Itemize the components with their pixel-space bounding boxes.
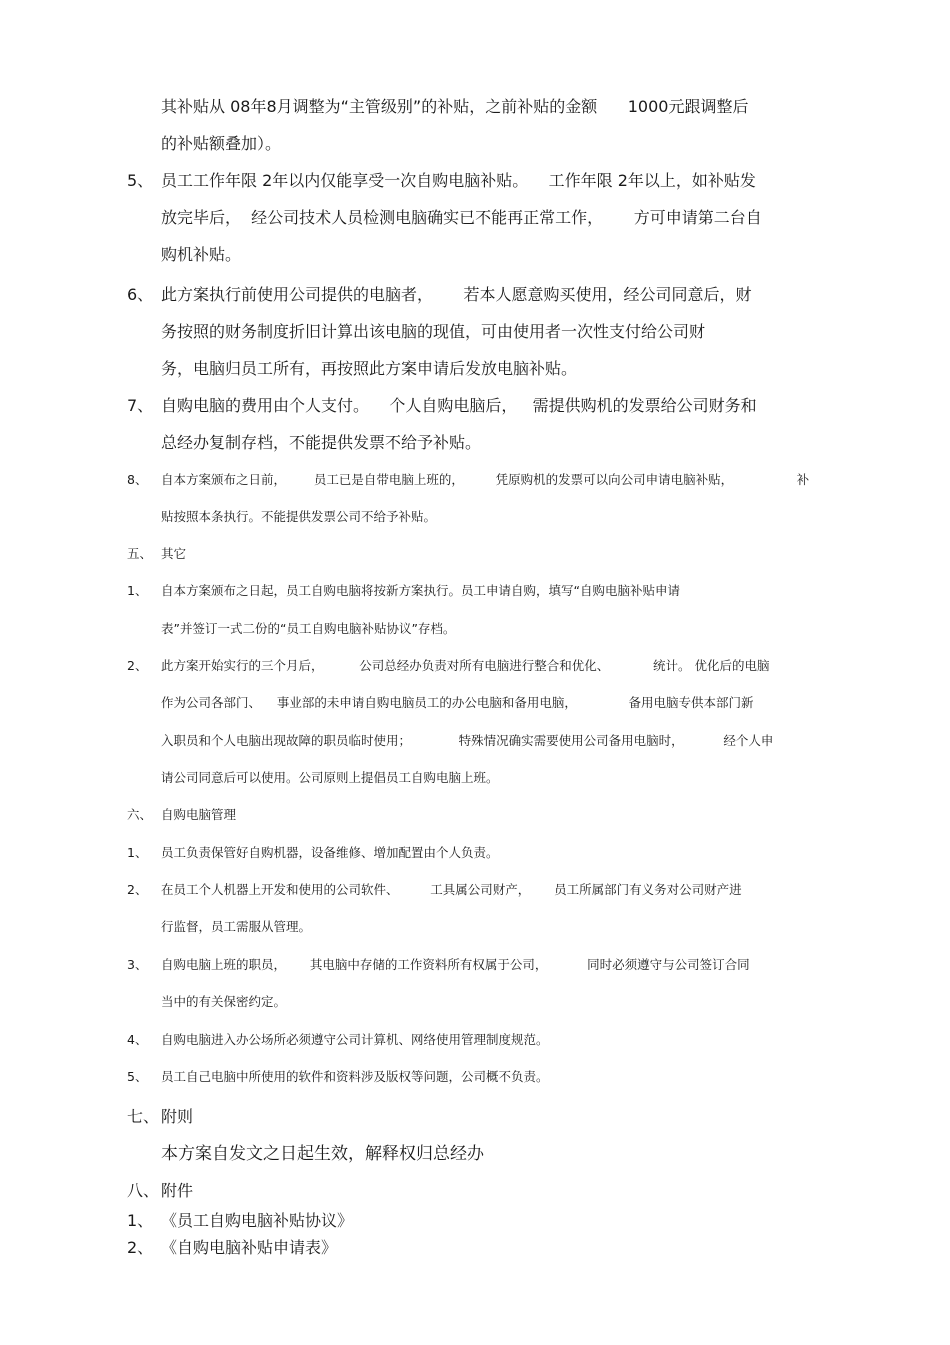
section-title: 其它: [161, 546, 187, 561]
list-number: 2、: [127, 1238, 154, 1257]
paragraph-line: 本方案自发文之日起生效，解释权归总经办: [161, 1144, 484, 1164]
section-number: 八、: [127, 1181, 160, 1200]
paragraph-line: 贴按照本条执行。不能提供发票公司不给予补贴。: [161, 509, 437, 524]
paragraph-line: 放完毕后， 经公司技术人员检测电脑确实已不能再正常工作， 方可申请第二台自: [161, 208, 762, 227]
paragraph-line: 务，电脑归员工所有，再按照此方案申请后发放电脑补贴。: [161, 359, 578, 378]
paragraph-line: 请公司同意后可以使用。公司原则上提倡员工自购电脑上班。: [161, 770, 499, 785]
paragraph-line: 作为公司各部门、 事业部的未申请自购电脑员工的办公电脑和备用电脑， 备用电脑专供本部门新: [161, 695, 754, 710]
paragraph-line: 表”并签订一式二份的“员工自购电脑补贴协议”存档。: [161, 621, 456, 636]
section-title: 附则: [161, 1107, 194, 1126]
section-number: 五、: [127, 546, 153, 561]
list-number: 2、: [127, 882, 148, 897]
attachment-item: 《员工自购电脑补贴协议》: [161, 1211, 354, 1230]
paragraph-line: 自购电脑上班的职员， 其电脑中存储的工作资料所有权属于公司， 同时必须遵守与公司签订合同: [161, 957, 750, 972]
paragraph-line: 自本方案颁布之日前， 员工已是自带电脑上班的， 凭原购机的发票可以向公司申请电脑补贴， 补: [161, 472, 810, 487]
list-number: 5、: [127, 1069, 148, 1084]
list-number: 1、: [127, 845, 148, 860]
paragraph-line: 此方案开始实行的三个月后， 公司总经办负责对所有电脑进行整合和优化、 统计。 优化后的电脑: [161, 658, 770, 673]
list-number: 1、: [127, 583, 148, 598]
paragraph-line: 员工自己电脑中所使用的软件和资料涉及版权等问题，公司概不负责。: [161, 1069, 549, 1084]
list-number: 3、: [127, 957, 148, 972]
list-number: 4、: [127, 1032, 148, 1047]
list-number: 7、: [127, 396, 154, 415]
list-number: 2、: [127, 658, 148, 673]
section-title: 自购电脑管理: [161, 807, 237, 822]
paragraph-line: 其补贴从 08年8月调整为“主管级别”的补贴，之前补贴的金额 1000元跟调整后: [161, 97, 749, 116]
section-number: 七、: [127, 1107, 160, 1126]
paragraph-line: 此方案执行前使用公司提供的电脑者， 若本人愿意购买使用，经公司同意后，财: [161, 285, 752, 304]
paragraph-line: 员工工作年限 2年以内仅能享受一次自购电脑补贴。 工作年限 2年以上，如补贴发: [161, 171, 756, 190]
list-number: 1、: [127, 1211, 154, 1230]
paragraph-line: 在员工个人机器上开发和使用的公司软件、 工具属公司财产， 员工所属部门有义务对公司财产进: [161, 882, 742, 897]
paragraph-line: 的补贴额叠加）。: [161, 134, 282, 153]
paragraph-line: 总经办复制存档，不能提供发票不给予补贴。: [161, 433, 482, 452]
list-number: 6、: [127, 285, 154, 304]
paragraph-line: 自购电脑进入办公场所必须遵守公司计算机、网络使用管理制度规范。: [161, 1032, 549, 1047]
paragraph-line: 行监督，员工需服从管理。: [161, 919, 312, 934]
list-number: 5、: [127, 171, 154, 190]
paragraph-line: 当中的有关保密约定。: [161, 994, 287, 1009]
list-number: 8、: [127, 472, 148, 487]
attachment-item: 《自购电脑补贴申请表》: [161, 1238, 338, 1257]
paragraph-line: 务按照的财务制度折旧计算出该电脑的现值，可由使用者一次性支付给公司财: [161, 322, 706, 341]
section-number: 六、: [127, 807, 153, 822]
paragraph-line: 自购电脑的费用由个人支付。 个人自购电脑后， 需提供购机的发票给公司财务和: [161, 396, 757, 415]
paragraph-line: 购机补贴。: [161, 245, 242, 264]
paragraph-line: 员工负责保管好自购机器，设备维修、增加配置由个人负责。: [161, 845, 499, 860]
paragraph-line: 入职员和个人电脑出现故障的职员临时使用； 特殊情况确实需要使用公司备用电脑时， 经个人申: [161, 733, 774, 748]
section-title: 附件: [161, 1181, 194, 1200]
paragraph-line: 自本方案颁布之日起，员工自购电脑将按新方案执行。员工申请自购，填写“自购电脑补贴申请: [161, 583, 680, 598]
